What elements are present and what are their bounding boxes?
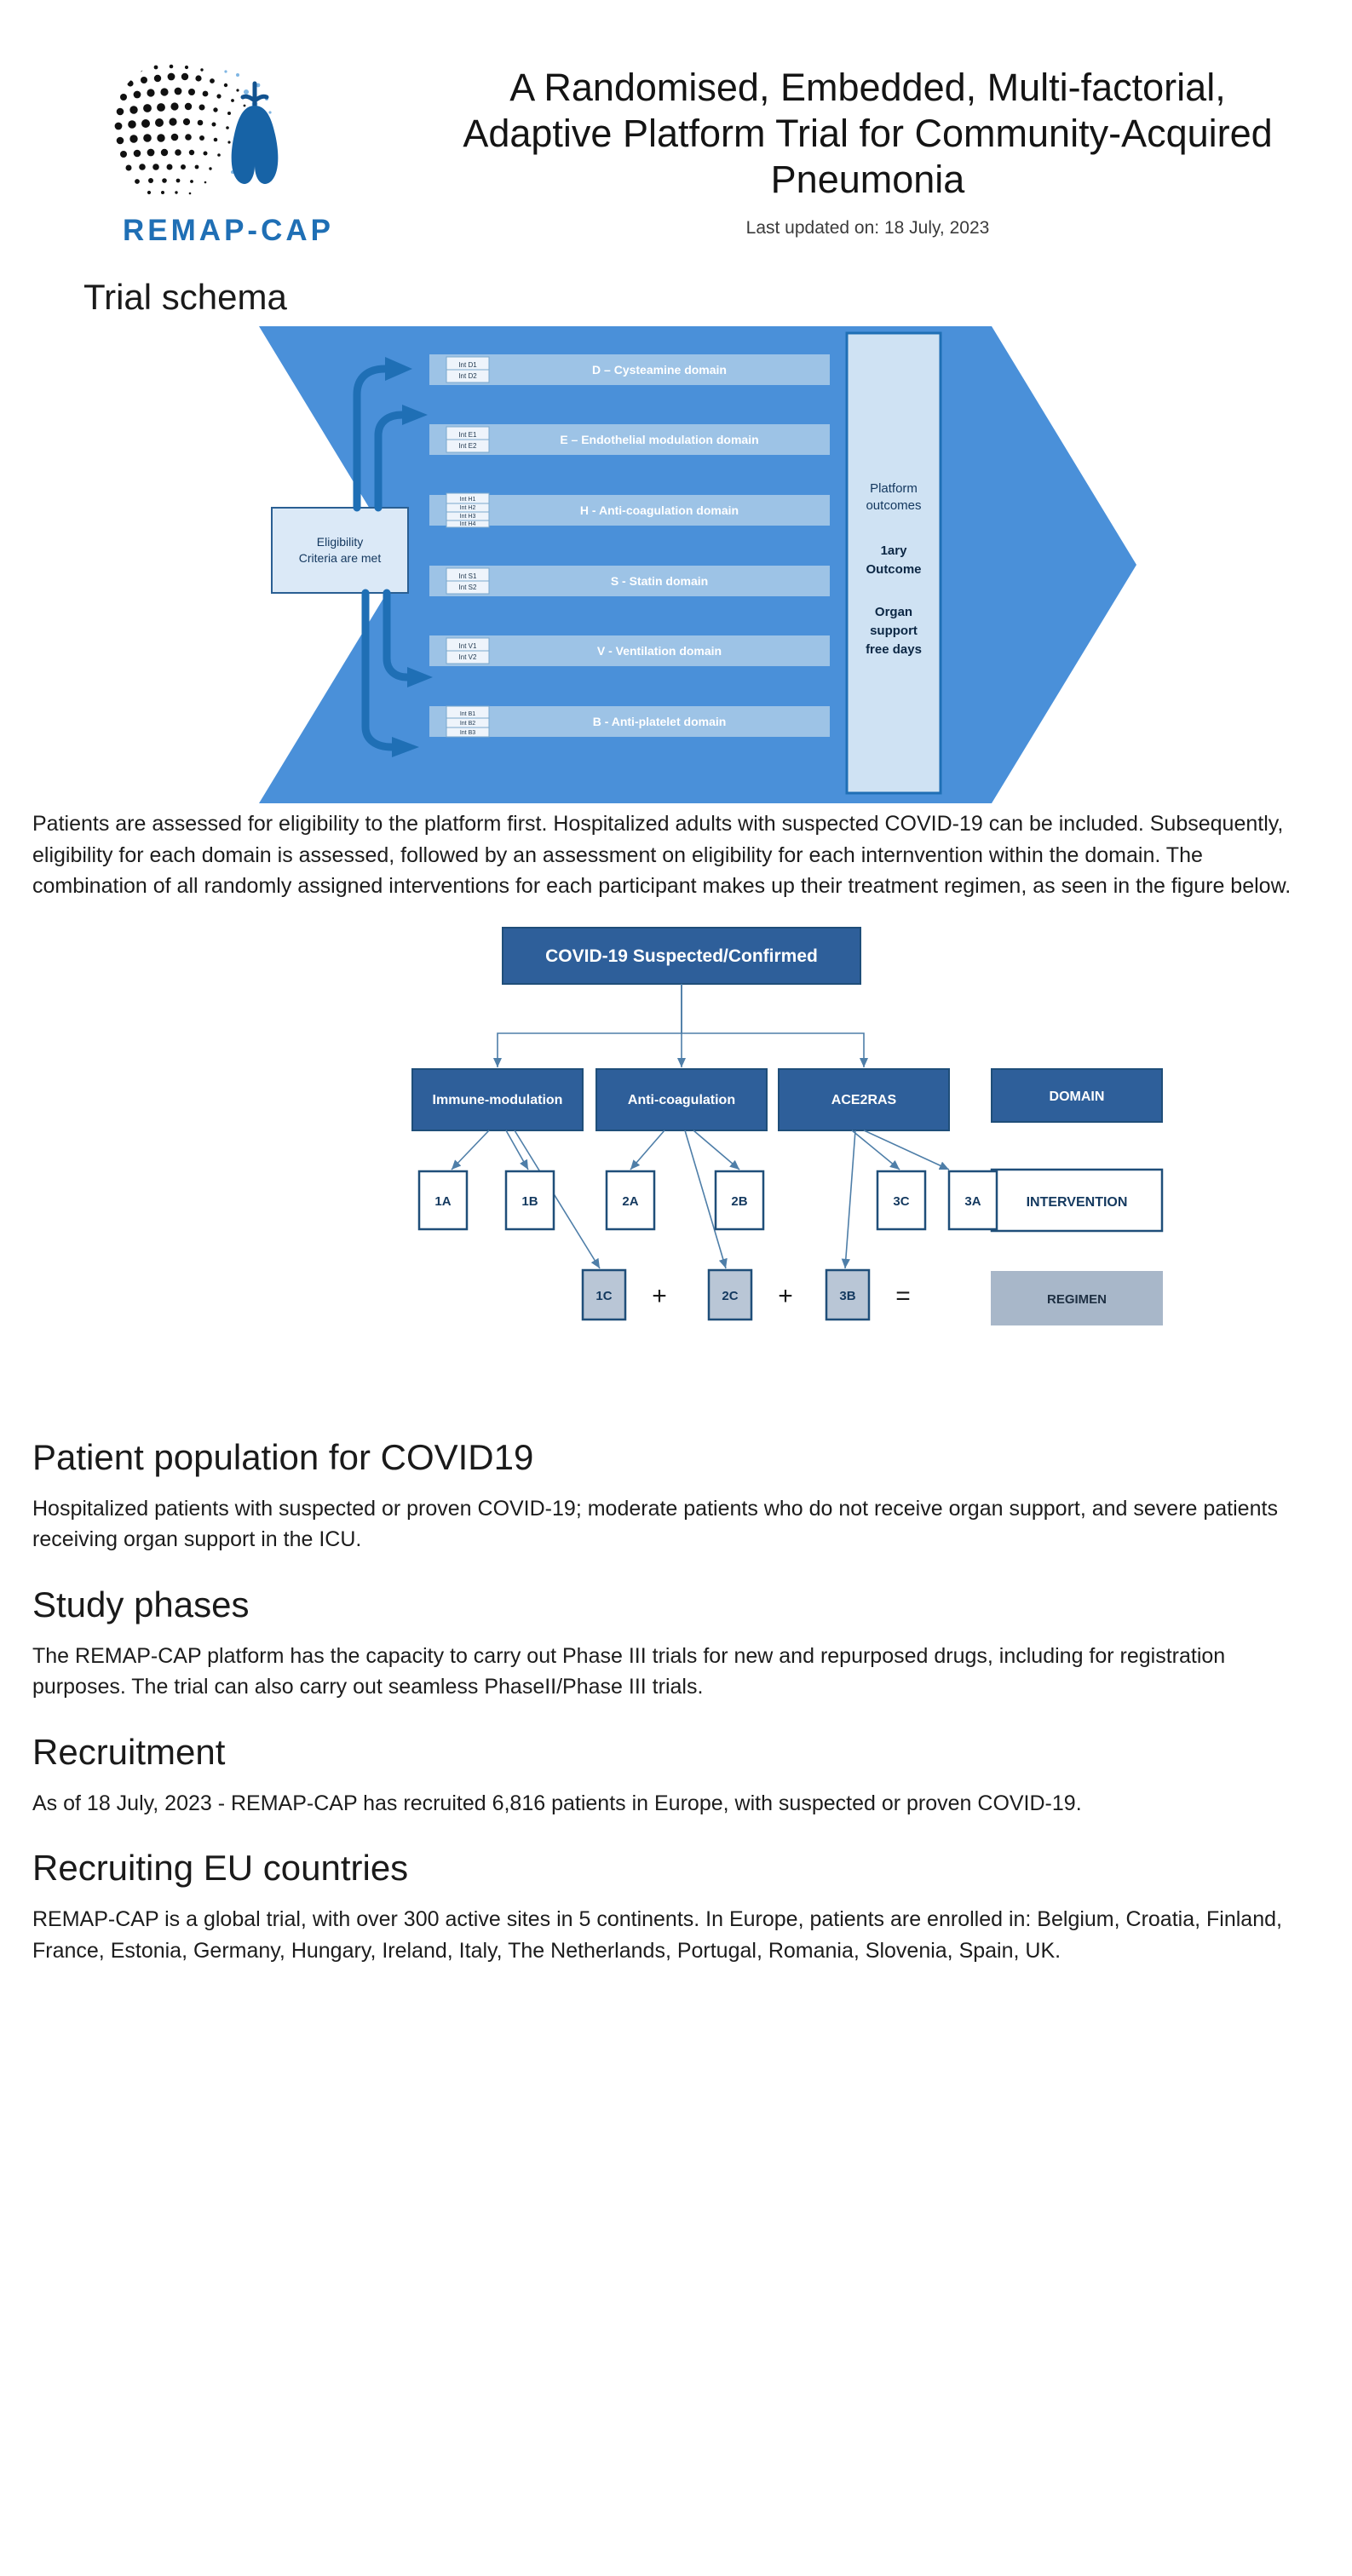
logo-wordmark: REMAP-CAP [123,214,334,247]
svg-text:=: = [895,1281,911,1310]
svg-text:DOMAIN: DOMAIN [1049,1089,1104,1104]
trial-schema-figure [174,326,1179,803]
svg-text:1A: 1A [434,1193,452,1209]
page-title: A Randomised, Embedded, Multi-factorial, Adaptive Platform Trial for Community-Acquired Pneumonia [463,66,1273,201]
svg-text:V - Ventilation domain: V - Ventilation domain [596,644,722,658]
eligibility-line-2: Criteria are met [298,551,381,565]
svg-text:S - Statin domain: S - Statin domain [610,574,708,588]
section-heading-recruitment: Recruitment [32,1731,226,1772]
section-body-study-phases: The REMAP-CAP platform has the capacity to carry out Phase III trials for new and repurposed drugs, including for registration purposes. The trial can also carry out seamless PhaseII/Phase III trials. [32,1643,1226,1699]
svg-text:Int B1: Int B1 [459,711,475,717]
svg-text:Int D2: Int D2 [457,372,477,380]
section-body-recruiting-eu-countries: REMAP-CAP is a global trial, with over 300 active sites in 5 continents. In Europe, patients are enrolled in: Belgium, Croatia, Finland, France, Estonia, Germany, Hungary, Ireland, Italy, The Netherlands, Portugal, Romania, Slovenia, Spain, UK. [32,1907,1282,1963]
section-heading-study-phases: Study phases [32,1584,250,1624]
svg-text:1C: 1C [595,1288,613,1303]
title-block [416,53,1320,239]
svg-text:support: support [869,624,918,638]
svg-text:1B: 1B [521,1193,538,1209]
section-body-recruitment: As of 18 July, 2023 - REMAP-CAP has recruited 6,816 patients in Europe, with suspected or proven COVID-19. [32,1791,1082,1815]
svg-text:Anti-coagulation: Anti-coagulation [627,1092,735,1107]
page-header [32,34,1320,248]
svg-text:+: + [651,1281,667,1310]
content-sections [32,1437,1320,1967]
logo-artwork-icon [88,53,369,236]
trial-schema-heading: Trial schema [83,277,287,317]
regimen-figure [157,914,1196,1408]
svg-text:+: + [777,1281,793,1310]
last-updated-text: Last updated on: 18 July, 2023 [745,218,990,238]
svg-text:INTERVENTION: INTERVENTION [1026,1194,1127,1210]
svg-text:D – Cysteamine domain: D – Cysteamine domain [591,363,727,377]
svg-text:outcomes: outcomes [865,498,922,513]
svg-text:3C: 3C [892,1193,910,1209]
svg-text:3B: 3B [838,1288,856,1303]
svg-text:Int E2: Int E2 [458,442,476,450]
svg-text:COVID-19 Suspected/Confirmed: COVID-19 Suspected/Confirmed [544,946,818,966]
svg-text:Int V1: Int V1 [458,642,476,650]
svg-text:Int S2: Int S2 [458,584,476,591]
svg-text:3A: 3A [964,1193,981,1209]
svg-text:Int V2: Int V2 [458,653,476,661]
svg-text:Immune-modulation: Immune-modulation [432,1092,562,1107]
svg-text:ACE2RAS: ACE2RAS [831,1092,896,1107]
svg-text:2C: 2C [721,1288,739,1303]
svg-text:E – Endothelial modulation dom: E – Endothelial modulation domain [559,433,759,446]
svg-text:Outcome: Outcome [865,562,922,577]
svg-text:2B: 2B [730,1193,748,1209]
svg-text:Int B3: Int B3 [459,730,475,736]
svg-text:free days: free days [865,642,922,657]
svg-text:Int H4: Int H4 [459,521,475,527]
svg-text:Int D1: Int D1 [457,361,477,369]
svg-text:Int H3: Int H3 [459,514,475,520]
remap-cap-logo [66,53,390,248]
intro-paragraph: Patients are assessed for eligibility to the platform first. Hospitalized adults with suspected COVID-19 can be included. Subsequently, eligibility for each domain is assessed, followed by an assessment on eligibility for each internvention within the domain. The combination of all randomly assigned interventions for each participant makes up their treatment regimen, as seen in the figure below. [32,812,1292,898]
svg-text:B - Anti-platelet domain: B - Anti-platelet domain [592,715,726,728]
svg-text:H - Anti-coagulation domain: H - Anti-coagulation domain [579,503,739,517]
svg-text:Organ: Organ [874,605,912,619]
svg-text:Platform: Platform [869,481,918,496]
svg-text:1ary: 1ary [880,543,906,558]
svg-text:2A: 2A [621,1193,639,1209]
svg-text:Int S1: Int S1 [458,572,476,580]
svg-text:Int B2: Int B2 [459,721,475,727]
section-body-patient-population: Hospitalized patients with suspected or proven COVID-19; moderate patients who do not receive organ support, and severe patients receiving organ support in the ICU. [32,1496,1278,1551]
eligibility-line-1: Eligibility [316,535,363,549]
svg-text:REGIMEN: REGIMEN [1046,1291,1107,1307]
svg-text:Int E1: Int E1 [458,431,476,439]
svg-text:Int H1: Int H1 [459,497,475,503]
svg-text:Int H2: Int H2 [459,505,475,511]
section-heading-recruiting-eu-countries: Recruiting EU countries [32,1848,409,1888]
section-heading-patient-population: Patient population for COVID19 [32,1436,534,1477]
